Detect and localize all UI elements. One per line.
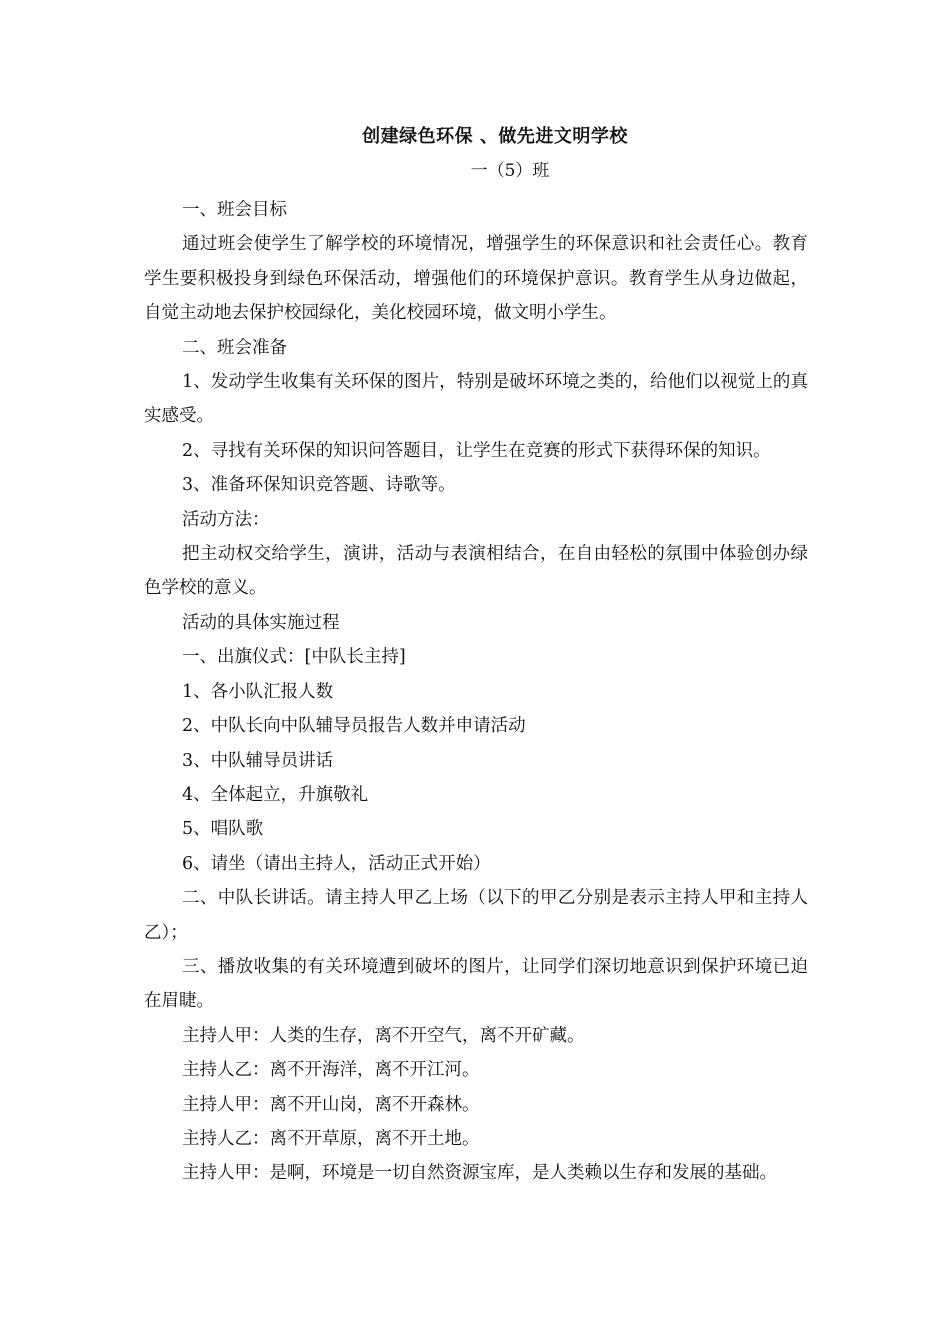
document-title: 创建绿色环保 、做先进文明学校	[362, 126, 628, 147]
paragraph: 把主动权交给学生，演讲，活动与表演相结合，在自由轻松的氛围中体验创办绿色学校的意义。	[144, 544, 808, 599]
list-item: 1、发动学生收集有关环保的图片，特别是破坏环境之类的，给他们以视觉上的真实感受。	[144, 372, 808, 427]
dialogue-line: 主持人乙：离不开海洋，离不开江河。	[182, 1060, 480, 1081]
section-heading: 二、班会准备	[182, 337, 287, 358]
section-heading: 一、班会目标	[182, 200, 287, 220]
list-item: 6、请坐（请出主持人，活动正式开始）	[182, 853, 491, 874]
dialogue-line: 主持人乙：离不开草原，离不开土地。	[182, 1128, 480, 1149]
section-heading: 活动方法：	[182, 509, 270, 530]
list-item: 5、唱队歌	[182, 819, 264, 840]
document-body	[144, 193, 808, 1191]
paragraph: 二、中队长讲话。请主持人甲乙上场（以下的甲乙分别是表示主持人甲和主持人乙）；	[144, 888, 808, 943]
section-heading: 一、出旗仪式：[中队长主持]	[182, 647, 406, 668]
section-heading: 活动的具体实施过程	[182, 612, 340, 633]
list-item: 4、全体起立，升旗敬礼	[182, 784, 369, 805]
list-item: 1、各小队汇报人数	[182, 681, 334, 702]
dialogue-line: 主持人甲：离不开山岗，离不开森林。	[182, 1094, 480, 1115]
list-item: 2、寻找有关环保的知识问答题目，让学生在竞赛的形式下获得环保的知识。	[182, 440, 771, 461]
class-name: 一（5）班	[470, 161, 550, 181]
list-item: 3、中队辅导员讲话	[182, 750, 334, 771]
list-item: 3、准备环保知识竞答题、诗歌等。	[182, 475, 456, 496]
paragraph: 通过班会使学生了解学校的环境情况，增强学生的环保意识和社会责任心。教育学生要积极投身到绿色环保活动，增强他们的环境保护意识。教育学生从身边做起，自觉主动地去保护校园绿化，美化校园环境，做文明小学生。	[144, 234, 808, 324]
paragraph: 三、播放收集的有关环境遭到破坏的图片，让同学们深切地意识到保护环境已迫在眉睫。	[144, 956, 808, 1012]
dialogue-line: 主持人甲：人类的生存，离不开空气，离不开矿藏。	[182, 1025, 585, 1046]
list-item: 2、中队长向中队辅导员报告人数并申请活动	[182, 716, 526, 737]
dialogue-line: 主持人甲：是啊，环境是一切自然资源宝库，是人类赖以生存和发展的基础。	[182, 1163, 777, 1184]
